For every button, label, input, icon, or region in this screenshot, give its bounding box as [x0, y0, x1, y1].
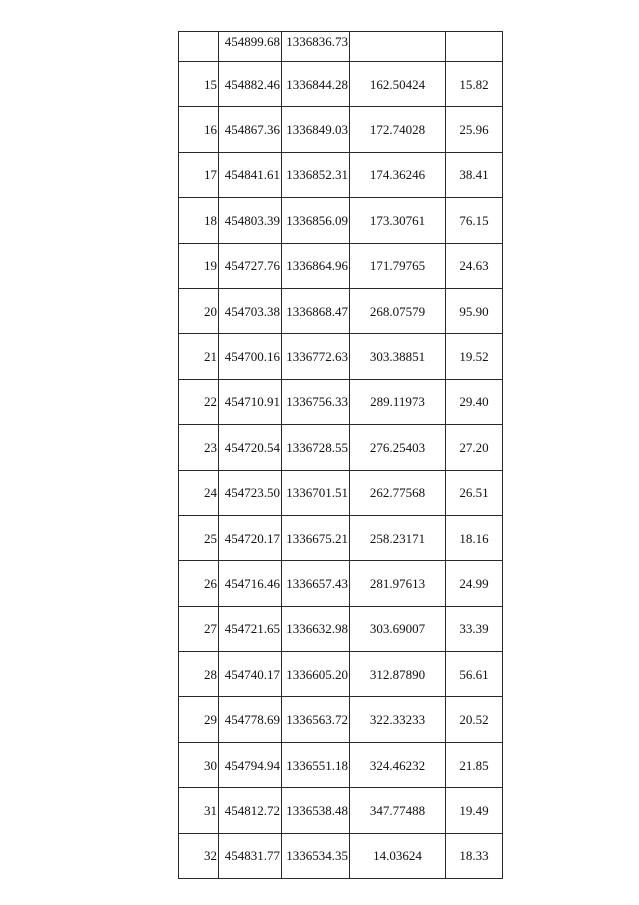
y-coordinate-cell: 1336836.73 — [282, 32, 350, 62]
azimuth-cell: 258.23171 — [350, 515, 446, 560]
azimuth-cell: 322.33233 — [350, 697, 446, 742]
point-number-cell: 16 — [179, 107, 219, 152]
distance-cell: 21.85 — [446, 742, 503, 787]
distance-cell: 19.49 — [446, 788, 503, 833]
point-number-cell: 27 — [179, 606, 219, 651]
point-number-cell: 25 — [179, 515, 219, 560]
table-row — [179, 652, 503, 697]
y-coordinate-cell: 1336856.09 — [282, 198, 350, 243]
x-coordinate-cell: 454710.91 — [219, 379, 282, 424]
distance-cell: 18.33 — [446, 833, 503, 878]
distance-cell: 95.90 — [446, 288, 503, 333]
x-coordinate-cell: 454831.77 — [219, 833, 282, 878]
x-coordinate-cell: 454720.54 — [219, 425, 282, 470]
azimuth-cell: 289.11973 — [350, 379, 446, 424]
azimuth-cell: 303.69007 — [350, 606, 446, 651]
table-row — [179, 379, 503, 424]
distance-cell: 18.16 — [446, 515, 503, 560]
table-row — [179, 697, 503, 742]
y-coordinate-cell: 1336632.98 — [282, 606, 350, 651]
table-row — [179, 62, 503, 107]
table-row — [179, 107, 503, 152]
point-number-cell: 15 — [179, 62, 219, 107]
table-row — [179, 243, 503, 288]
point-number-cell: 29 — [179, 697, 219, 742]
x-coordinate-cell: 454723.50 — [219, 470, 282, 515]
table-row — [179, 198, 503, 243]
point-number-cell: 19 — [179, 243, 219, 288]
table-row — [179, 606, 503, 651]
table-row — [179, 515, 503, 560]
y-coordinate-cell: 1336756.33 — [282, 379, 350, 424]
point-number-cell: 28 — [179, 652, 219, 697]
azimuth-cell: 303.38851 — [350, 334, 446, 379]
x-coordinate-cell: 454899.68 — [219, 32, 282, 62]
point-number-cell: 20 — [179, 288, 219, 333]
distance-cell: 29.40 — [446, 379, 503, 424]
distance-cell: 19.52 — [446, 334, 503, 379]
azimuth-cell: 171.79765 — [350, 243, 446, 288]
table-row — [179, 152, 503, 197]
y-coordinate-cell: 1336534.35 — [282, 833, 350, 878]
x-coordinate-cell: 454727.76 — [219, 243, 282, 288]
azimuth-cell: 173.30761 — [350, 198, 446, 243]
table-row — [179, 425, 503, 470]
point-number-cell: 32 — [179, 833, 219, 878]
y-coordinate-cell: 1336605.20 — [282, 652, 350, 697]
distance-cell: 26.51 — [446, 470, 503, 515]
distance-cell: 20.52 — [446, 697, 503, 742]
distance-cell: 24.99 — [446, 561, 503, 606]
table-row — [179, 470, 503, 515]
distance-cell: 27.20 — [446, 425, 503, 470]
y-coordinate-cell: 1336675.21 — [282, 515, 350, 560]
y-coordinate-cell: 1336701.51 — [282, 470, 350, 515]
x-coordinate-cell: 454882.46 — [219, 62, 282, 107]
point-number-cell — [179, 32, 219, 62]
point-number-cell: 26 — [179, 561, 219, 606]
azimuth-cell: 324.46232 — [350, 742, 446, 787]
distance-cell — [446, 32, 503, 62]
x-coordinate-cell: 454716.46 — [219, 561, 282, 606]
y-coordinate-cell: 1336852.31 — [282, 152, 350, 197]
x-coordinate-cell: 454812.72 — [219, 788, 282, 833]
table-row — [179, 32, 503, 62]
x-coordinate-cell: 454841.61 — [219, 152, 282, 197]
y-coordinate-cell: 1336538.48 — [282, 788, 350, 833]
distance-cell: 33.39 — [446, 606, 503, 651]
y-coordinate-cell: 1336844.28 — [282, 62, 350, 107]
azimuth-cell: 312.87890 — [350, 652, 446, 697]
x-coordinate-cell: 454867.36 — [219, 107, 282, 152]
x-coordinate-cell: 454740.17 — [219, 652, 282, 697]
coordinate-table-body — [179, 32, 503, 879]
point-number-cell: 22 — [179, 379, 219, 424]
table-row — [179, 742, 503, 787]
point-number-cell: 23 — [179, 425, 219, 470]
y-coordinate-cell: 1336849.03 — [282, 107, 350, 152]
azimuth-cell: 262.77568 — [350, 470, 446, 515]
table-row — [179, 334, 503, 379]
y-coordinate-cell: 1336563.72 — [282, 697, 350, 742]
point-number-cell: 18 — [179, 198, 219, 243]
azimuth-cell: 162.50424 — [350, 62, 446, 107]
table-row — [179, 788, 503, 833]
azimuth-cell: 268.07579 — [350, 288, 446, 333]
y-coordinate-cell: 1336657.43 — [282, 561, 350, 606]
table-row — [179, 833, 503, 878]
distance-cell: 15.82 — [446, 62, 503, 107]
x-coordinate-cell: 454703.38 — [219, 288, 282, 333]
point-number-cell: 24 — [179, 470, 219, 515]
x-coordinate-cell: 454720.17 — [219, 515, 282, 560]
distance-cell: 38.41 — [446, 152, 503, 197]
y-coordinate-cell: 1336868.47 — [282, 288, 350, 333]
azimuth-cell: 172.74028 — [350, 107, 446, 152]
azimuth-cell: 14.03624 — [350, 833, 446, 878]
x-coordinate-cell: 454794.94 — [219, 742, 282, 787]
table-row — [179, 561, 503, 606]
x-coordinate-cell: 454803.39 — [219, 198, 282, 243]
table-row — [179, 288, 503, 333]
point-number-cell: 17 — [179, 152, 219, 197]
distance-cell: 25.96 — [446, 107, 503, 152]
azimuth-cell: 276.25403 — [350, 425, 446, 470]
y-coordinate-cell: 1336728.55 — [282, 425, 350, 470]
x-coordinate-cell: 454700.16 — [219, 334, 282, 379]
distance-cell: 24.63 — [446, 243, 503, 288]
x-coordinate-cell: 454721.65 — [219, 606, 282, 651]
azimuth-cell: 347.77488 — [350, 788, 446, 833]
y-coordinate-cell: 1336864.96 — [282, 243, 350, 288]
y-coordinate-cell: 1336551.18 — [282, 742, 350, 787]
point-number-cell: 31 — [179, 788, 219, 833]
azimuth-cell: 281.97613 — [350, 561, 446, 606]
distance-cell: 76.15 — [446, 198, 503, 243]
coordinate-table — [178, 31, 503, 879]
y-coordinate-cell: 1336772.63 — [282, 334, 350, 379]
azimuth-cell — [350, 32, 446, 62]
x-coordinate-cell: 454778.69 — [219, 697, 282, 742]
point-number-cell: 30 — [179, 742, 219, 787]
distance-cell: 56.61 — [446, 652, 503, 697]
point-number-cell: 21 — [179, 334, 219, 379]
azimuth-cell: 174.36246 — [350, 152, 446, 197]
